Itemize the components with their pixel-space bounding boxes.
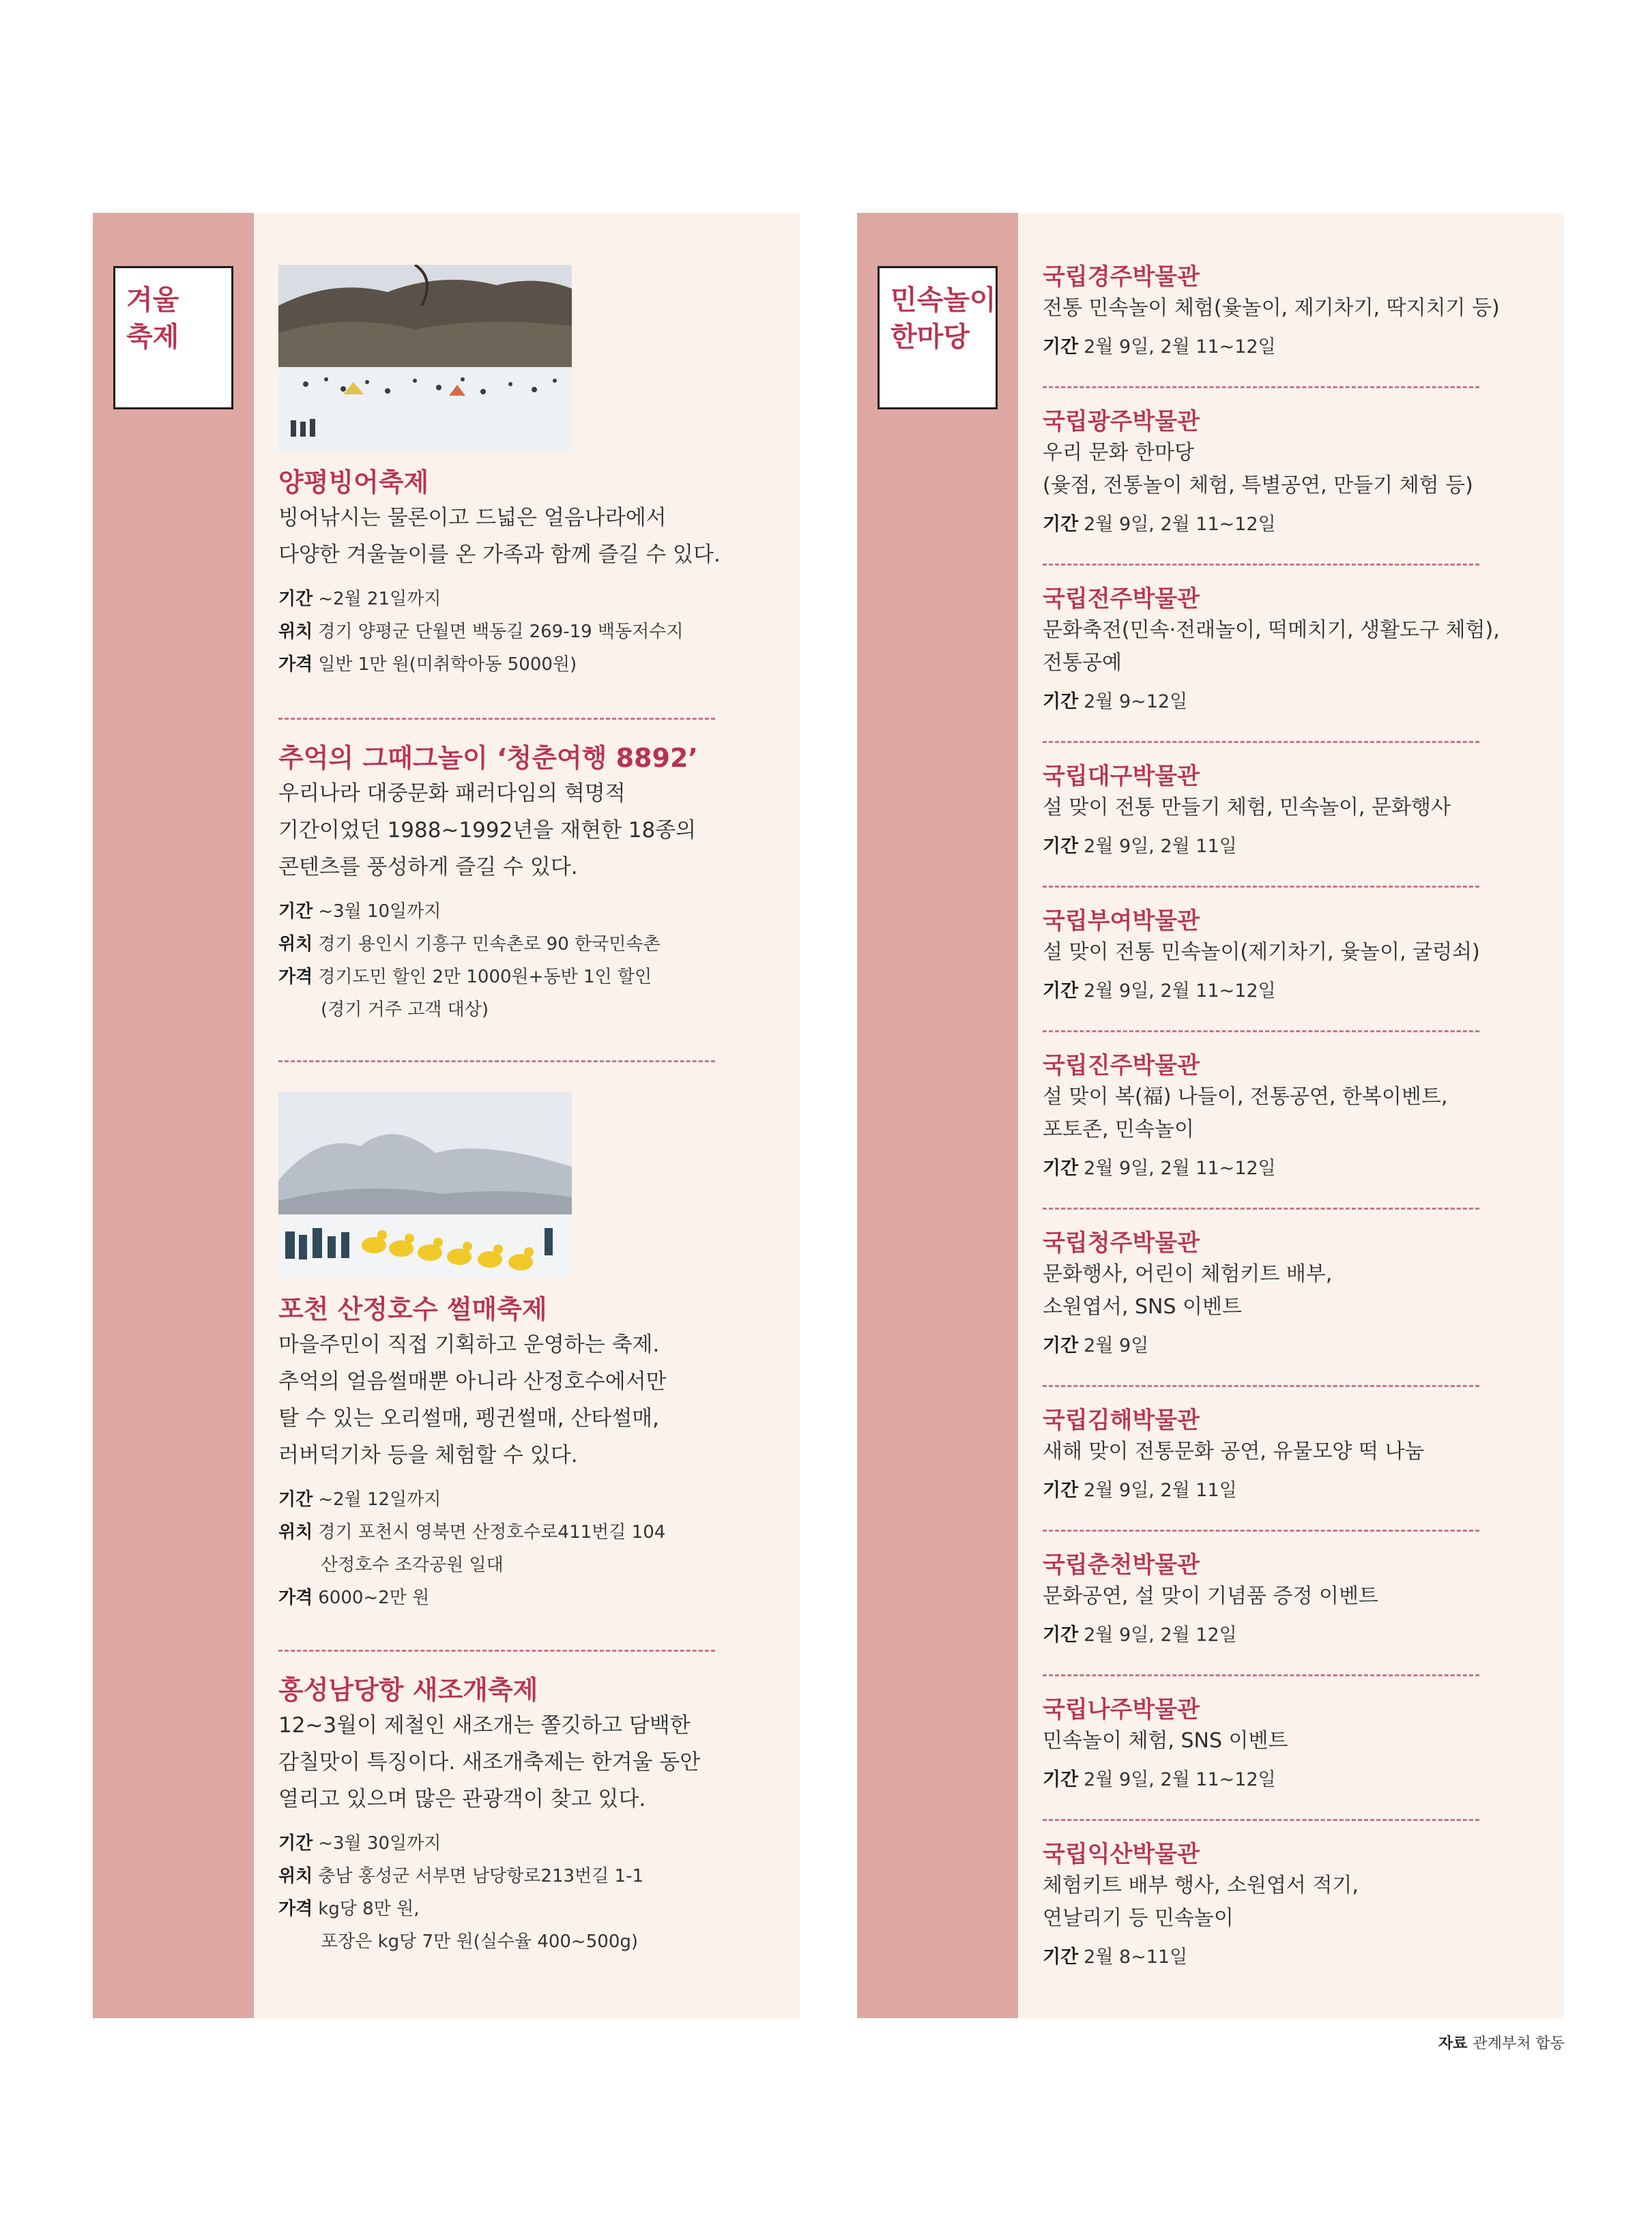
section-label: 겨울 축제 — [113, 266, 233, 409]
divider — [278, 1060, 715, 1062]
festival-meta: 기간 ~3월 30일까지 위치 충남 홍성군 서부면 남당항로213번길 1-1 가격 kg당 8만 원, 포장은 kg당 7만 원(실수율 400~500g) — [278, 1833, 644, 1952]
museum-description: 새해 맞이 전통문화 공연, 유물모양 떡 나눔 — [1043, 1440, 1425, 1463]
divider — [1043, 886, 1479, 888]
museum-item — [1043, 906, 1520, 1007]
source-credit: 자료 관계부처 합동 — [1438, 2035, 1565, 2052]
museum-item — [1043, 584, 1520, 718]
divider — [1043, 1819, 1479, 1821]
museum-description: 우리 문화 한마당 (윷점, 전통놀이 체험, 특별공연, 만들기 체험 등) — [1043, 441, 1473, 497]
divider — [1043, 1030, 1479, 1032]
museum-name: 국립청주박물관 — [1043, 1229, 1200, 1257]
festival-title: 추억의 그때그놀이 ‘청춘여행 8892’ — [278, 743, 698, 773]
museum-description: 전통 민속놀이 체험(윷놀이, 제기차기, 딱지치기 등) — [1043, 296, 1500, 320]
festival-title: 홍성남당항 새조개축제 — [278, 1675, 538, 1705]
festival-description: 12~3월이 제철인 새조개는 쫄깃하고 담백한 감칠맛이 특징이다. 새조개축제는 한겨울 동안 열리고 있으며 많은 관광객이 찾고 있다. — [278, 1713, 701, 1811]
festival-description: 마을주민이 직접 기획하고 운영하는 축제. 추억의 얼음썰매뿐 아니라 산정호수에서만 탈 수 있는 오리썰매, 펭귄썰매, 산타썰매, 러버덕기차 등을 체험할 수 있다. — [278, 1332, 667, 1468]
section-label: 민속놀이 한마당 — [878, 266, 998, 409]
museum-name: 국립진주박물관 — [1043, 1052, 1200, 1079]
museum-description: 설 맞이 복(福) 나들이, 전통공연, 한복이벤트, 포토존, 민속놀이 — [1043, 1085, 1448, 1141]
museum-period: 기간 2월 8~11일 — [1043, 1947, 1188, 1968]
divider — [1043, 1530, 1479, 1532]
divider — [278, 718, 715, 720]
museum-period: 기간 2월 9일, 2월 11~12일 — [1043, 980, 1276, 1002]
museum-description: 문화행사, 어린이 체험키트 배부, 소원엽서, SNS 이벤트 — [1043, 1262, 1333, 1319]
divider — [278, 1650, 715, 1652]
divider — [1043, 1385, 1479, 1387]
museum-description: 문화축전(민속·전래놀이, 떡메치기, 생활도구 체험), 전통공예 — [1043, 618, 1500, 675]
divider — [1043, 1208, 1479, 1210]
museum-period: 기간 2월 9일, 2월 11~12일 — [1043, 1769, 1276, 1790]
museum-item — [1043, 1228, 1520, 1362]
museum-name: 국립김해박물관 — [1043, 1407, 1200, 1434]
museum-description: 설 맞이 전통 만들기 체험, 민속놀이, 문화행사 — [1043, 796, 1451, 819]
museum-item — [1043, 761, 1520, 862]
museum-period: 기간 2월 9일, 2월 11~12일 — [1043, 514, 1276, 535]
museum-name: 국립부여박물관 — [1043, 907, 1200, 935]
festival-title: 양평빙어축제 — [278, 467, 429, 497]
festival-description: 우리나라 대중문화 패러다임의 혁명적 기간이었던 1988~1992년을 재현한 18종의 콘텐츠를 풍성하게 즐길 수 있다. — [278, 781, 697, 879]
divider — [1043, 1674, 1479, 1676]
museum-period: 기간 2월 9~12일 — [1043, 691, 1188, 712]
museum-name: 국립경주박물관 — [1043, 263, 1200, 291]
museum-period: 기간 2월 9일, 2월 11~12일 — [1043, 336, 1276, 358]
museum-name: 국립나주박물관 — [1043, 1696, 1200, 1723]
museum-item — [1043, 1051, 1520, 1184]
museum-item — [1043, 407, 1520, 540]
festival-title: 포천 산정호수 썰매축제 — [278, 1294, 547, 1324]
museum-name: 국립익산박물관 — [1043, 1841, 1200, 1868]
museum-name: 국립대구박물관 — [1043, 763, 1200, 790]
museum-item — [1043, 1839, 1520, 1973]
museum-item — [1043, 1695, 1520, 1796]
festival-item — [278, 1292, 756, 1614]
divider — [1043, 564, 1479, 566]
museum-item — [1043, 262, 1520, 363]
photo-pocheon-sled-festival — [278, 1092, 572, 1277]
museum-item — [1043, 1550, 1520, 1651]
festival-meta: 기간 ~2월 21일까지 위치 경기 양평군 단월면 백동길 269-19 백동저수지 가격 일반 1만 원(미취학아동 5000원) — [278, 589, 684, 675]
museum-name: 국립전주박물관 — [1043, 585, 1200, 613]
museum-description: 문화공연, 설 맞이 기념품 증정 이벤트 — [1043, 1584, 1378, 1608]
museum-period: 기간 2월 9일, 2월 12일 — [1043, 1624, 1237, 1646]
festival-meta: 기간 ~3월 10일까지 위치 경기 용인시 기흥구 민속촌로 90 한국민속촌 가격 경기도민 할인 2만 1000원+동반 1인 할인 (경기 거주 고객 대상) — [278, 901, 661, 1020]
divider — [1043, 741, 1479, 743]
museum-description: 민속놀이 체험, SNS 이벤트 — [1043, 1729, 1288, 1753]
museum-description: 설 맞이 전통 민속놀이(제기차기, 윷놀이, 굴렁쇠) — [1043, 940, 1480, 964]
section-band — [93, 213, 254, 2018]
museum-name: 국립광주박물관 — [1043, 408, 1200, 435]
festival-description: 빙어낚시는 물론이고 드넓은 얼음나라에서 다양한 겨울놀이를 온 가족과 함께 즐길 수 있다. — [278, 506, 721, 567]
museum-description: 체험키트 배부 행사, 소원엽서 적기, 연날리기 등 민속놀이 — [1043, 1874, 1359, 1930]
museum-period: 기간 2월 9일, 2월 11일 — [1043, 1480, 1237, 1501]
museum-period: 기간 2월 9일 — [1043, 1335, 1149, 1356]
divider — [1043, 386, 1479, 388]
photo-yangpyeong-festival — [278, 265, 572, 450]
section-band — [857, 213, 1018, 2018]
museum-item — [1043, 1405, 1520, 1506]
festival-item — [278, 465, 756, 681]
festival-meta: 기간 ~2월 12일까지 위치 경기 포천시 영북면 산정호수로411번길 104 산정호수 조각공원 일대 가격 6000~2만 원 — [278, 1489, 666, 1608]
museum-name: 국립춘천박물관 — [1043, 1551, 1200, 1579]
festival-item — [278, 1673, 756, 1958]
museum-period: 기간 2월 9일, 2월 11~12일 — [1043, 1158, 1276, 1179]
festival-item — [278, 741, 756, 1026]
winter-festival-panel — [93, 213, 800, 2018]
museum-period: 기간 2월 9일, 2월 11일 — [1043, 836, 1237, 857]
folk-game-panel — [857, 213, 1564, 2018]
